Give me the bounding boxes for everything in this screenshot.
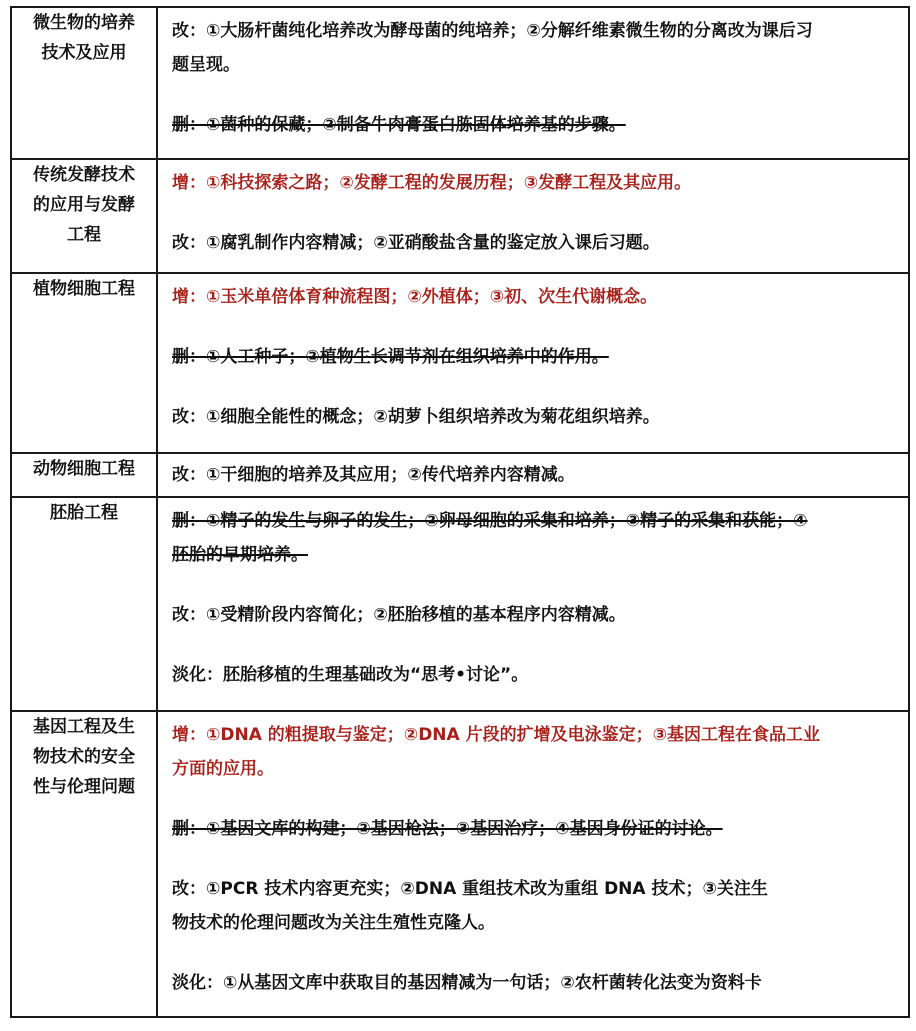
gai-line: 改：①PCR 技术内容更充实；②DNA 重组技术改为重组 DNA 技术；③关注生 — [172, 879, 768, 899]
shan-line: 删：①人工种子；②植物生长调节剂在组织培养中的作用。 — [172, 347, 609, 367]
table-row — [11, 453, 909, 497]
content-cell — [157, 159, 909, 273]
danhua-line: 淡化：胚胎移植的生理基础改为“思考•讨论”。 — [172, 665, 529, 685]
curriculum-change-table — [10, 6, 910, 1018]
zeng-line: 增：①DNA 的粗提取与鉴定；②DNA 片段的扩增及电泳鉴定；③基因工程在食品工业 — [172, 725, 821, 745]
gai-line: 改：①干细胞的培养及其应用；②传代培养内容精减。 — [172, 465, 575, 485]
topic-cell — [11, 7, 157, 159]
zeng-line: 增：①科技探索之路；②发酵工程的发展历程；③发酵工程及其应用。 — [172, 173, 692, 193]
table-row — [11, 497, 909, 711]
topic-line: 动物细胞工程 — [33, 459, 135, 479]
topic-line: 胚胎工程 — [50, 503, 118, 523]
content-cell — [157, 7, 909, 159]
content-cell — [157, 453, 909, 497]
shan-line: 删：①菌种的保藏；②制备牛肉膏蛋白胨固体培养基的步骤。 — [172, 115, 626, 135]
zeng-line: 增：①玉米单倍体育种流程图；②外植体；③初、次生代谢概念。 — [172, 287, 658, 307]
shan-line: 删：①基因文库的构建；②基因枪法；③基因治疗；④基因身份证的讨论。 — [172, 819, 723, 839]
table-row — [11, 7, 909, 159]
gai-line: 改：①腐乳制作内容精减；②亚硝酸盐含量的鉴定放入课后习题。 — [172, 233, 660, 253]
table-row — [11, 273, 909, 453]
topic-line: 传统发酵技术 — [33, 165, 135, 185]
topic-cell — [11, 273, 157, 453]
topic-cell — [11, 497, 157, 711]
topic-cell — [11, 711, 157, 1017]
topic-line: 基因工程及生 — [33, 717, 135, 737]
zeng-line: 方面的应用。 — [172, 759, 274, 779]
gai-line: 改：①大肠杆菌纯化培养改为酵母菌的纯培养；②分解纤维素微生物的分离改为课后习 — [172, 21, 813, 41]
topic-line: 技术及应用 — [41, 43, 127, 63]
content-cell — [157, 711, 909, 1017]
content-cell — [157, 273, 909, 453]
topic-cell — [11, 159, 157, 273]
topic-line: 物技术的安全 — [33, 747, 135, 767]
topic-line: 工程 — [67, 225, 101, 245]
gai-line: 改：①受精阶段内容简化；②胚胎移植的基本程序内容精减。 — [172, 605, 626, 625]
shan-line: 删：①精子的发生与卵子的发生；②卵母细胞的采集和培养；③精子的采集和获能；④ — [172, 511, 808, 531]
topic-cell — [11, 453, 157, 497]
table-row — [11, 711, 909, 1017]
topic-line: 性与伦理问题 — [33, 777, 135, 797]
content-cell — [157, 497, 909, 711]
gai-line: 题呈现。 — [172, 55, 240, 75]
table-row — [11, 159, 909, 273]
topic-line: 的应用与发酵 — [33, 195, 135, 215]
gai-line: 物技术的伦理问题改为关注生殖性克隆人。 — [172, 913, 495, 933]
danhua-line: 淡化：①从基因文库中获取目的基因精减为一句话；②农杆菌转化法变为资料卡 — [172, 973, 762, 993]
topic-line: 植物细胞工程 — [33, 279, 135, 299]
topic-line: 微生物的培养 — [33, 13, 135, 33]
gai-line: 改：①细胞全能性的概念；②胡萝卜组织培养改为菊花组织培养。 — [172, 407, 660, 427]
shan-line: 胚胎的早期培养。 — [172, 545, 308, 565]
